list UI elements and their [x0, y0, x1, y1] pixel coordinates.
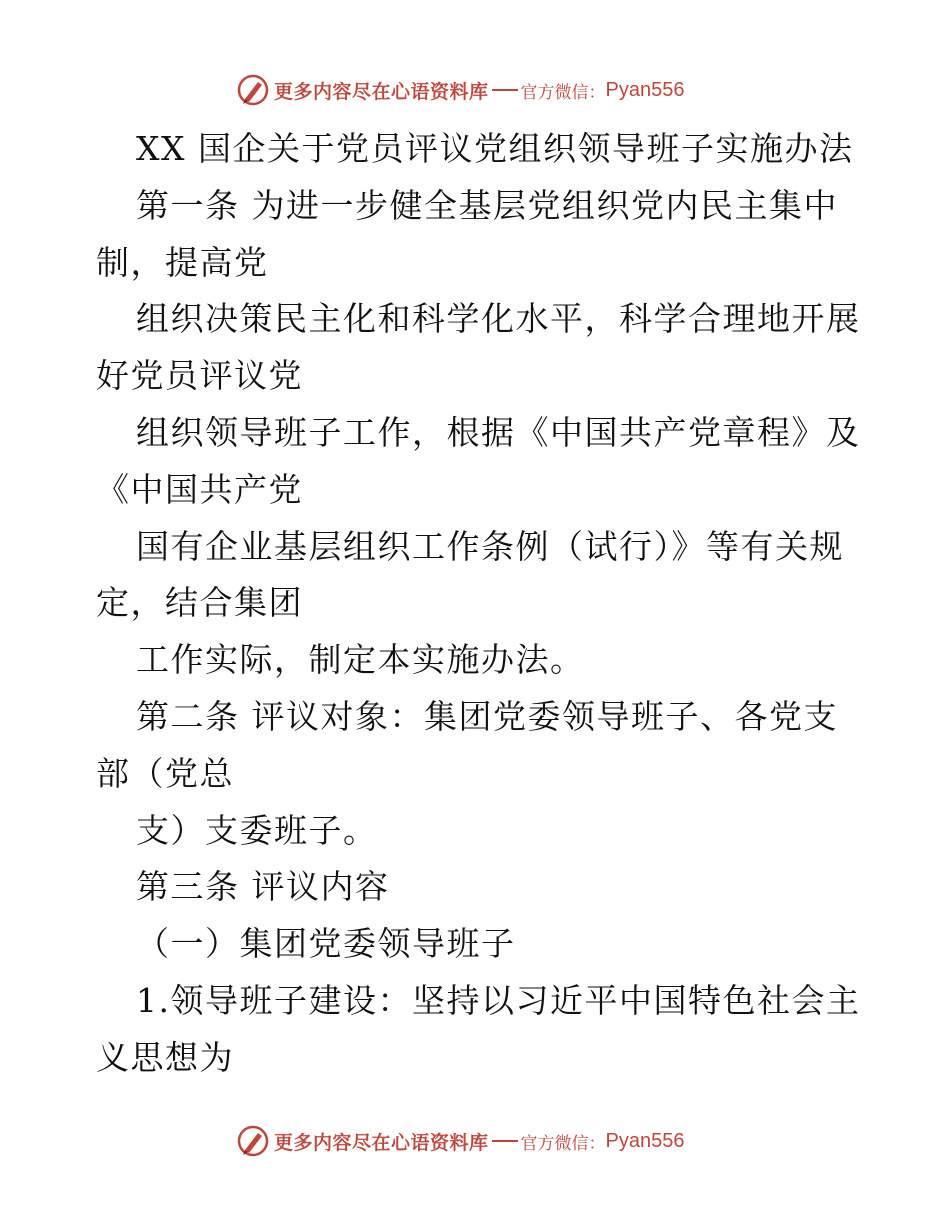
watermark-text: 更多内容尽在心语资料库 [274, 80, 489, 103]
text-line: 工作实际，制定本实施办法。 [136, 640, 585, 680]
watermark-dash [492, 89, 518, 91]
text-line: 制，提高党 [96, 242, 269, 282]
text-line: 部（党总 [96, 753, 234, 793]
section-heading: 第三条 评议内容 [136, 867, 390, 907]
text-line: 支）支委班子。 [136, 810, 378, 850]
text-line: 第一条 为进一步健全基层党组织党内民主集中 [136, 185, 838, 225]
watermark-wechat-id: Pyan556 [605, 78, 685, 101]
text-line: 第二条 评议对象：集团党委领导班子、各党支 [136, 696, 838, 736]
watermark-wechat-label: 官方微信： [520, 82, 606, 103]
watermark-banner-top [236, 72, 684, 108]
text-line: 好党员评议党 [96, 356, 303, 396]
subsection-heading: （一）集团党委领导班子 [136, 924, 516, 964]
text-line: 《中国共产党 [96, 469, 303, 509]
text-line: 组织领导班子工作，根据《中国共产党章程》及 [136, 412, 861, 452]
watermark-wechat-id: Pyan556 [605, 1129, 685, 1152]
watermark-dash [492, 1140, 518, 1142]
watermark-banner-bottom [236, 1123, 684, 1159]
text-line: 国有企业基层组织工作条例（试行）》等有关规 [136, 526, 844, 566]
text-line: 义思想为 [96, 1037, 234, 1077]
text-line: 组织决策民主化和科学化水平，科学合理地开展 [136, 299, 861, 339]
pen-logo-icon [236, 73, 270, 107]
pen-logo-icon [236, 1124, 270, 1158]
text-line: 1.领导班子建设：坚持以习近平中国特色社会主 [136, 980, 861, 1020]
document-title: XX 国企关于党员评议党组织领导班子实施办法 [136, 129, 854, 168]
watermark-wechat-label: 官方微信： [520, 1133, 606, 1154]
document-body [96, 121, 886, 1087]
text-line: 定，结合集团 [96, 583, 303, 623]
watermark-text: 更多内容尽在心语资料库 [274, 1131, 489, 1154]
